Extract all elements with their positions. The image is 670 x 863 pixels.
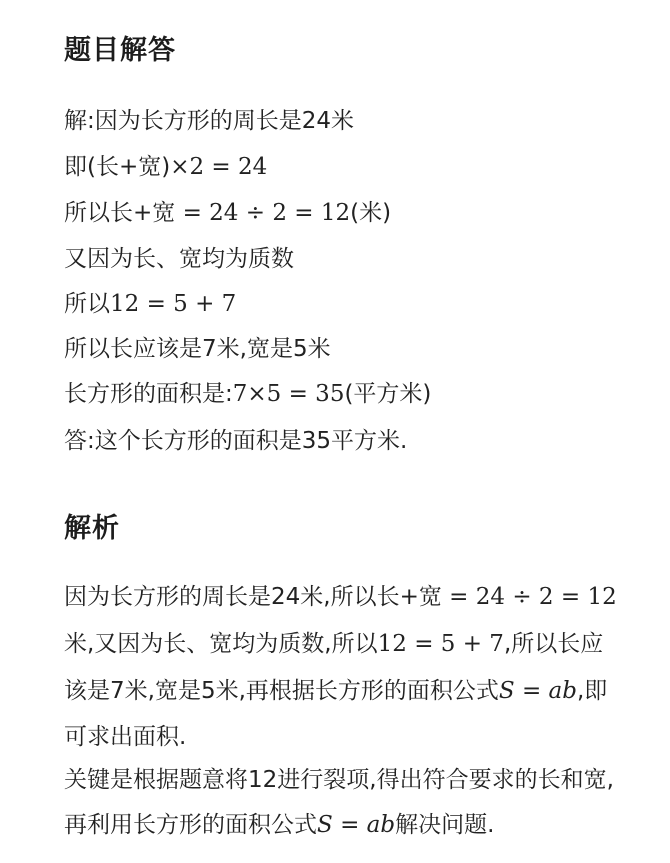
answer-text: 又因为长、宽均为质数	[64, 246, 294, 272]
math-expression: 12 = 5 + 7	[110, 291, 237, 317]
analysis-text: 解决问题.	[395, 812, 495, 838]
math-expression: = 24 ÷ 2 = 12	[175, 200, 351, 226]
answer-line	[64, 240, 294, 273]
answer-line	[64, 148, 267, 181]
answer-text: 解:因为长方形的周长是24米	[64, 108, 355, 134]
answer-text: 所以长应该是7米,宽是5米	[64, 336, 331, 362]
math-expression: S = ab	[498, 678, 577, 704]
answer-line	[64, 194, 391, 227]
analysis-text: 再利用长方形的面积公式	[64, 812, 317, 838]
analysis-line	[64, 672, 607, 705]
math-expression: 7×5 = 35	[232, 381, 345, 407]
analysis-text: ,所以长应	[503, 631, 604, 657]
answer-text: 长方形的面积是:	[64, 381, 233, 407]
answer-line	[64, 330, 331, 363]
answer-text: 所以长+宽	[64, 200, 176, 226]
math-expression: = 24 ÷ 2 = 12	[441, 584, 617, 610]
answer-line	[64, 285, 236, 318]
math-expression: 12 = 5 + 7	[377, 631, 504, 657]
answer-text: (平方米)	[344, 381, 432, 407]
analysis-text: 米,又因为长、宽均为质数,所以	[64, 631, 378, 657]
analysis-line	[64, 761, 614, 794]
answer-text: 所以	[64, 291, 110, 317]
analysis-section-title: 解析	[64, 513, 120, 544]
analysis-text: 可求出面积.	[64, 724, 187, 750]
answer-line	[64, 422, 407, 455]
math-expression: ×2 = 24	[170, 154, 268, 180]
analysis-text: 该是7米,宽是5米,再根据长方形的面积公式	[64, 678, 499, 704]
math-expression: S = ab	[317, 812, 396, 838]
answer-line	[64, 375, 431, 408]
analysis-text: ,即	[576, 678, 608, 704]
analysis-line	[64, 806, 494, 839]
analysis-text: 关键是根据题意将12进行裂项,得出符合要求的长和宽,	[64, 767, 614, 793]
analysis-line	[64, 625, 603, 658]
analysis-line	[64, 718, 186, 751]
analysis-line	[64, 578, 617, 611]
answer-line	[64, 102, 354, 135]
answer-text: (米)	[350, 200, 392, 226]
answer-text: 即(长+宽)	[64, 154, 171, 180]
answer-section-title: 题目解答	[64, 35, 176, 66]
answer-text: 答:这个长方形的面积是35平方米.	[64, 428, 408, 454]
analysis-text: 因为长方形的周长是24米,所以长+宽	[64, 584, 442, 610]
